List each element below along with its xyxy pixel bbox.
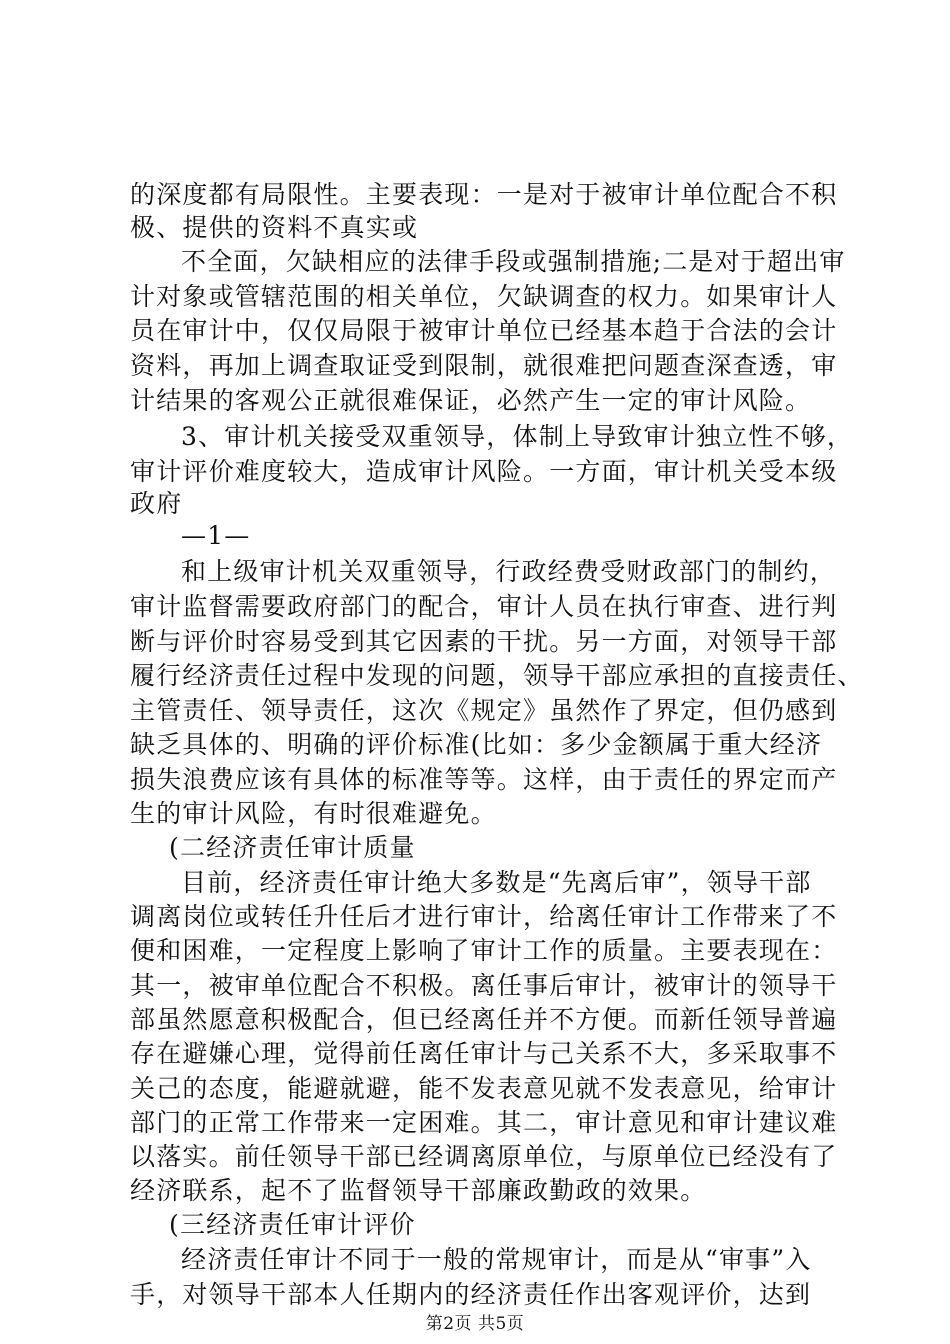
text-line: 履行经济责任过程中发现的问题，领导干部应承担的直接责任、 [130, 661, 864, 690]
text-line: 关己的态度，能避就避，能不发表意见就不发表意见，给审计 [130, 1074, 838, 1103]
text-line: 以落实。前任领导干部已经调离原单位，与原单位已经没有了 [130, 1142, 838, 1171]
text-line: 缺乏具体的、明确的评价标准(比如：多少金额属于重大经济 [130, 730, 823, 759]
section-heading: (三经济责任审计评价 [169, 1210, 416, 1239]
text-line: 审计监督需要政府部门的配合，审计人员在执行审查、进行判 [130, 592, 838, 621]
text-line: 政府 [130, 489, 183, 518]
text-line: 主管责任、领导责任，这次《规定》虽然作了界定，但仍感到 [130, 696, 838, 725]
text-line: 审计评价难度较大，造成审计风险。一方面，审计机关受本级 [130, 457, 838, 486]
text-line: 和上级审计机关双重领导，行政经费受财政部门的制约， [181, 557, 837, 586]
text-line: 生的审计风险，有时很难避免。 [130, 799, 497, 828]
text-line: 计结果的客观公正就很难保证，必然产生一定的审计风险。 [130, 386, 812, 415]
text-line: 存在避嫌心理，觉得前任离任审计与己关系不大，多采取事不 [130, 1039, 838, 1068]
text-line: 资料，再加上调查取证受到限制，就很难把问题查深查透，审 [130, 351, 838, 380]
text-line: 其一，被审单位配合不积极。离任事后审计，被审计的领导干 [130, 971, 838, 1000]
text-line: 便和困难，一定程度上影响了审计工作的质量。主要表现在： [130, 936, 838, 965]
text-line: 部虽然愿意积极配合，但已经离任并不方便。而新任领导普遍 [130, 1005, 838, 1034]
text-line: 经济责任审计不同于一般的常规审计，而是从“审事”入 [181, 1245, 812, 1274]
text-line: 的深度都有局限性。主要表现：一是对于被审计单位配合不积 [130, 180, 838, 209]
page-footer: 第2页 共5页 [425, 1314, 525, 1334]
section-heading: (二经济责任审计质量 [169, 833, 416, 862]
text-line: 经济联系，起不了监督领导干部廉政勤政的效果。 [130, 1176, 707, 1205]
text-line: 目前，经济责任审计绝大多数是“先离后审”，领导干部 [181, 868, 812, 897]
text-line: 不全面，欠缺相应的法律手段或强制措施;二是对于超出审 [181, 247, 846, 276]
text-line: 手，对领导干部本人任期内的经济责任作出客观评价，达到 [130, 1280, 812, 1309]
text-line: 调离岗位或转任升任后才进行审计，给离任审计工作带来了不 [130, 902, 838, 931]
text-line: 断与评价时容易受到其它因素的干扰。另一方面，对领导干部 [130, 627, 838, 656]
text-line: 员在审计中，仅仅局限于被审计单位已经基本趋于合法的会计 [130, 316, 838, 345]
text-line: 极、提供的资料不真实或 [130, 213, 419, 242]
text-line: 3、审计机关接受双重领导，体制上导致审计独立性不够， [181, 422, 854, 451]
text-line: 计对象或管辖范围的相关单位，欠缺调查的权力。如果审计人 [130, 282, 838, 311]
page-marker: —1— [181, 521, 251, 550]
text-line: 部门的正常工作带来一定困难。其二，审计意见和审计建议难 [130, 1108, 838, 1137]
text-line: 损失浪费应该有具体的标准等等。这样，由于责任的界定而产 [130, 765, 838, 794]
